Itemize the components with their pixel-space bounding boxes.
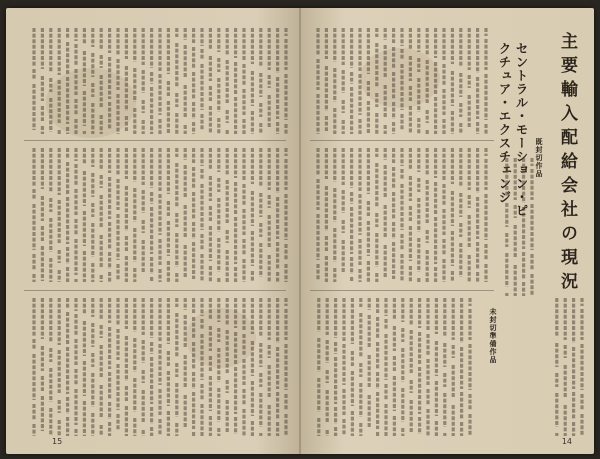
text-texture	[546, 298, 586, 438]
body-text-tier-3	[310, 298, 474, 438]
column-rule	[24, 140, 286, 141]
column-rule	[310, 140, 494, 141]
text-texture	[24, 28, 290, 136]
page-number-right: 14	[561, 437, 572, 446]
page-number-left: 15	[52, 437, 63, 446]
body-text-intro	[496, 158, 536, 298]
released-works-heading: 既封切作品	[535, 138, 543, 178]
body-text-list	[546, 298, 586, 438]
right-page	[300, 8, 594, 454]
gutter	[299, 8, 301, 454]
text-texture	[496, 158, 536, 298]
text-texture	[310, 298, 474, 438]
body-text-tier-1	[310, 28, 490, 136]
company-title-line-1: セントラル・モーション・ピ	[514, 42, 529, 218]
unreleased-works-heading: 未封切準備作品	[489, 308, 497, 364]
series-title: 主要輸入配給会社の現況	[557, 32, 577, 296]
text-texture	[310, 148, 490, 284]
column-rule	[310, 290, 494, 291]
body-text-tier-1	[24, 28, 290, 136]
company-title-line-2: クチュア・エクスチェンジ	[497, 42, 512, 204]
left-page	[6, 8, 300, 454]
body-text-tier-2	[310, 148, 490, 284]
text-texture	[310, 28, 490, 136]
body-text-tier-3	[24, 298, 290, 438]
body-text-tier-2	[24, 148, 290, 284]
text-texture	[24, 298, 290, 438]
text-texture	[24, 148, 290, 284]
column-rule	[24, 290, 286, 291]
